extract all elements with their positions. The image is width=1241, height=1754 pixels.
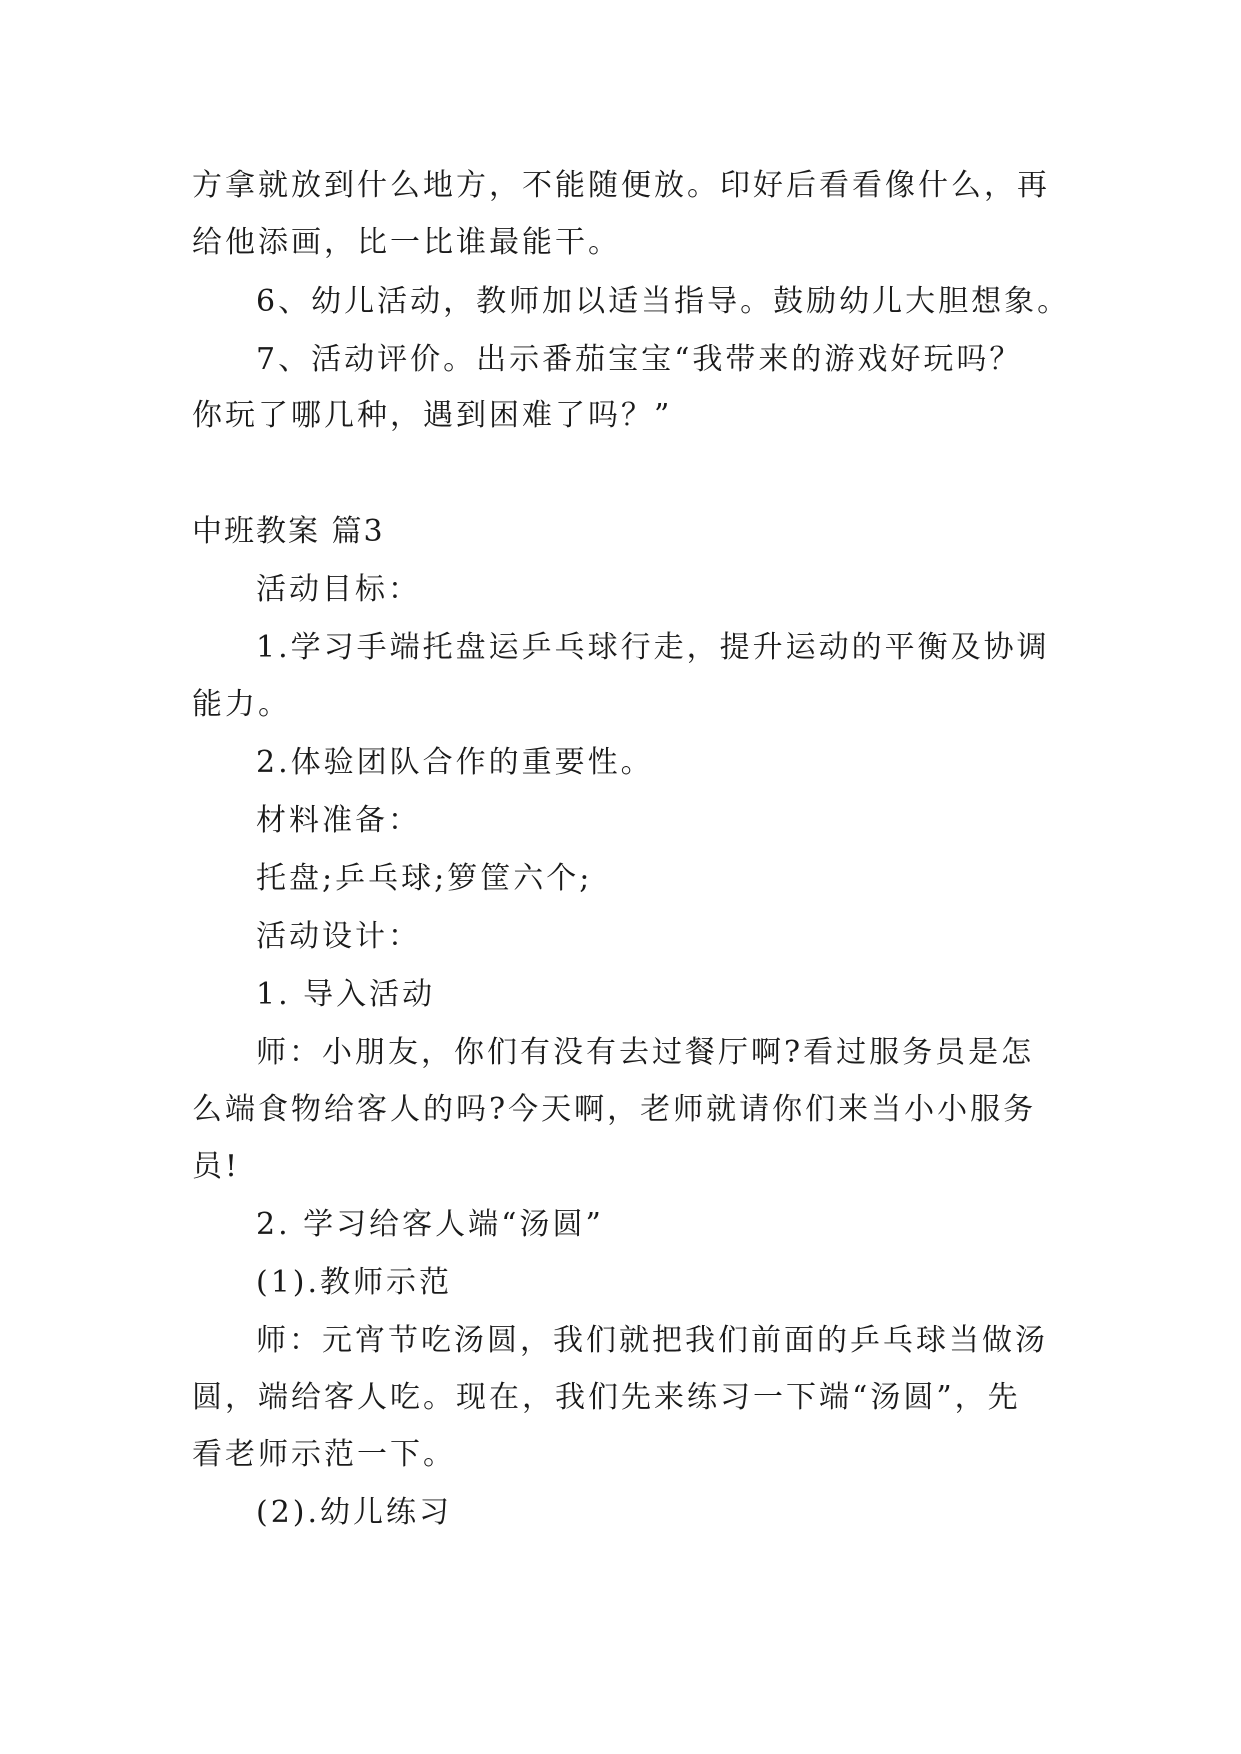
step-1-title: 1. 导入活动 [256, 977, 436, 1012]
paragraph-line: 看老师示范一下。 [192, 1437, 456, 1472]
paragraph-line: 师：元宵节吃汤圆，我们就把我们前面的乒乓球当做汤 [256, 1323, 1048, 1358]
subheading-design: 活动设计： [256, 919, 421, 954]
paragraph-line: 员! [192, 1149, 241, 1184]
section-heading: 中班教案 篇3 [192, 514, 385, 549]
paragraph-line: 能力。 [192, 687, 291, 722]
paragraph-line: 方拿就放到什么地方，不能随便放。印好后看看像什么，再 [192, 168, 1050, 203]
paragraph-line: 师：小朋友，你们有没有去过餐厅啊?看过服务员是怎 [256, 1035, 1035, 1070]
step-2-title: 2. 学习给客人端“汤圆” [256, 1207, 604, 1242]
paragraph-line: 你玩了哪几种，遇到困难了吗？” [192, 398, 673, 433]
list-item-7: 7、活动评价。出示番茄宝宝“我带来的游戏好玩吗？ [256, 342, 1023, 377]
goal-item-1: 1.学习手端托盘运乒乓球行走，提升运动的平衡及协调 [256, 630, 1050, 665]
paragraph-line: 么端食物给客人的吗?今天啊，老师就请你们来当小小服务 [192, 1092, 1037, 1127]
goal-item-2: 2.体验团队合作的重要性。 [256, 745, 654, 780]
paragraph-line: 圆，端给客人吃。现在，我们先来练习一下端“汤圆”，先 [192, 1380, 1021, 1415]
substep-2-title: (2).幼儿练习 [256, 1495, 453, 1530]
subheading-goals: 活动目标： [256, 572, 421, 607]
paragraph-line: 给他添画，比一比谁最能干。 [192, 225, 621, 260]
subheading-materials: 材料准备： [256, 803, 421, 838]
substep-1-title: (1).教师示范 [256, 1265, 453, 1300]
materials-list: 托盘;乒乓球;箩筐六个; [256, 861, 593, 896]
list-item-6: 6、幼儿活动，教师加以适当指导。鼓励幼儿大胆想象。 [256, 284, 1071, 319]
